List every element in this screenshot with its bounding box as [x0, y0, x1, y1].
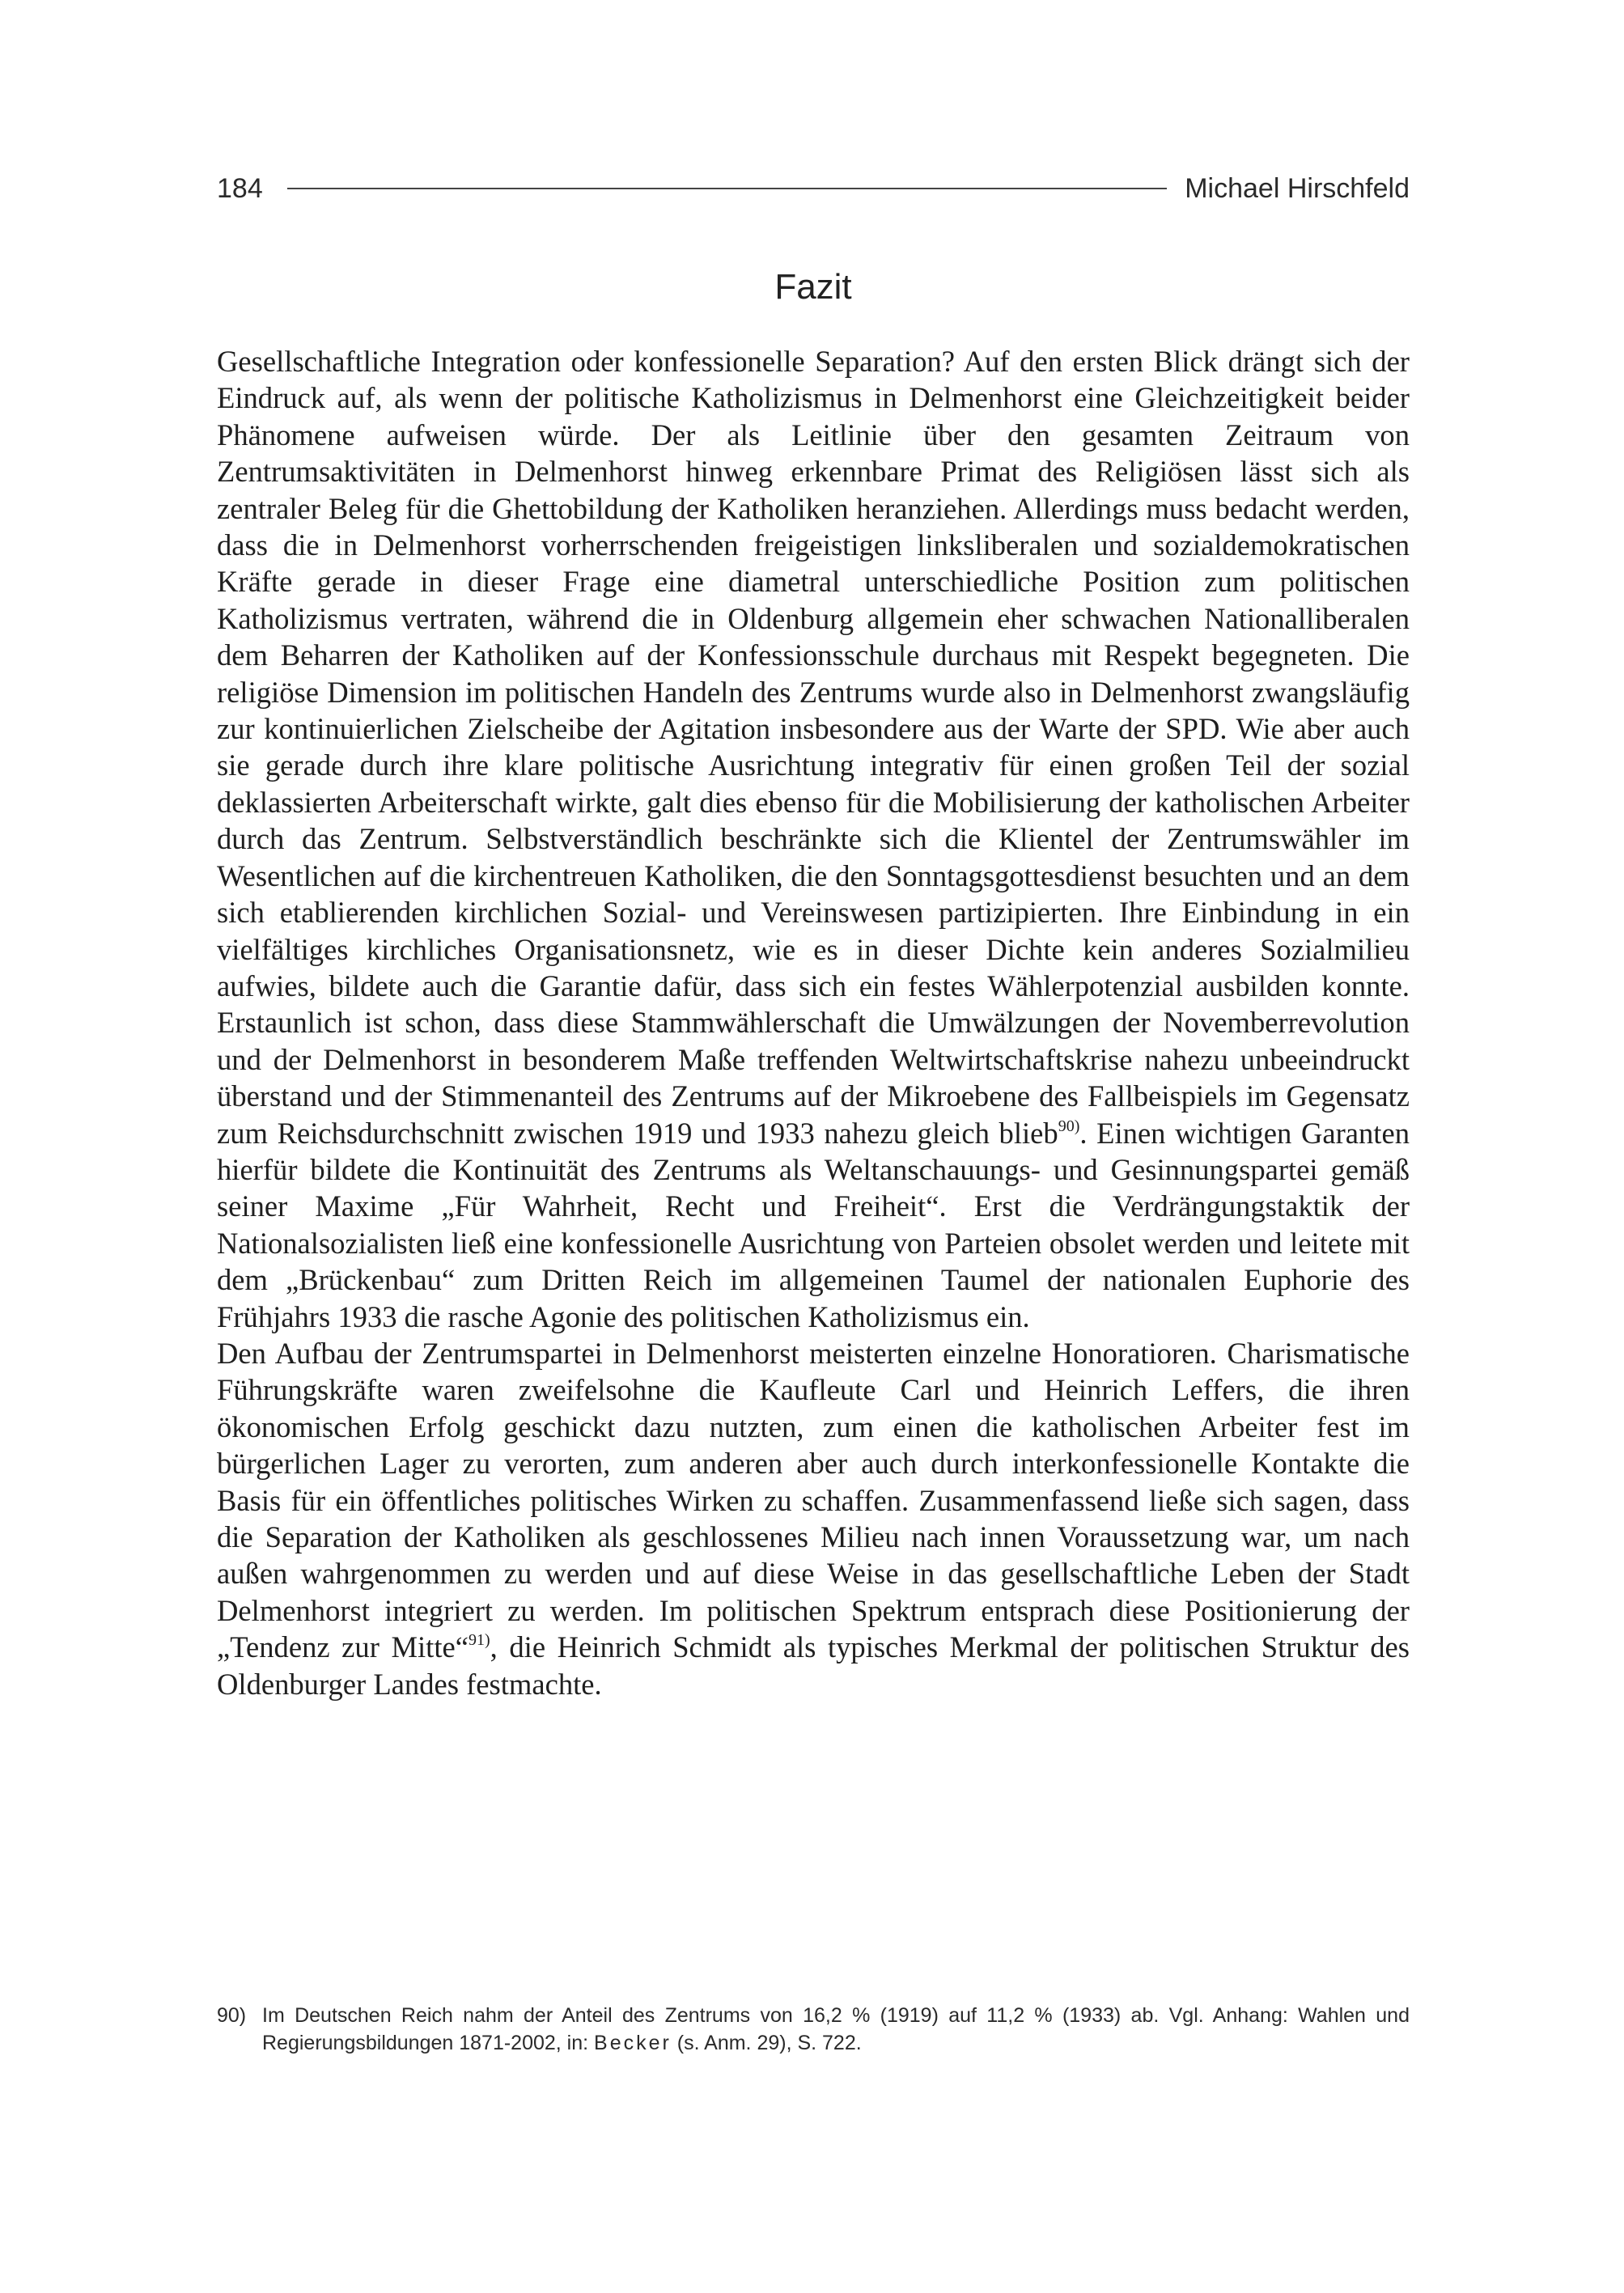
footnote-text-b: (s. Anm. 29), S. 722. — [671, 2032, 862, 2054]
header-rule — [287, 188, 1168, 189]
running-head-author: Michael Hirschfeld — [1185, 172, 1410, 204]
footnotes — [217, 2002, 1410, 2057]
footnote-author: Becker — [594, 2032, 672, 2054]
footnote-text — [262, 2002, 1410, 2057]
footnote-ref-90: 90) — [1058, 1117, 1080, 1135]
running-header — [217, 168, 1410, 209]
page-number: 184 — [217, 172, 263, 204]
paragraph-2 — [217, 1335, 1410, 1702]
footnote-90 — [217, 2002, 1410, 2057]
section-title: Fazit — [774, 267, 852, 307]
paragraph-1-text-b: . Einen wichtigen Garanten hierfür bildete die Kontinuität des Zentrums als Weltanschauungs- und Gesinnungspartei gemäß seiner Maxime „Für Wahrheit, Recht und Freiheit“. Erst die Verdrängungstaktik der Nationalsozialisten ließ eine konfessionelle Ausrichtung von Parteien obsolet werden und leitete mit dem „Brückenbau“ zum Dritten Reich im allgemeinen Taumel der nationalen Euphorie des Frühjahrs 1933 die rasche Agonie des politischen Katholizismus ein. — [217, 1116, 1410, 1333]
footnote-text-a: Im Deutschen Reich nahm der Anteil des Zentrums von 16,2 % (1919) auf 11,2 % (1933) ab. Vgl. Anhang: Wahlen und Regierungsbildungen 1871-2002, in: — [262, 2004, 1410, 2054]
paragraph-1 — [217, 343, 1410, 1335]
paragraph-1-text-a: Gesellschaftliche Integration oder konfessionelle Separation? Auf den ersten Blick drängt sich der Eindruck auf, als wenn der politische Katholizismus in Delmenhorst eine Gleichzeitigkeit beider Phänomene aufweisen würde. Der als Leitlinie über den gesamten Zeitraum von Zentrumsaktivitäten in Delmenhorst hinweg erkennbare Primat des Religiösen lässt sich als zentraler Beleg für die Ghettobildung der Katholiken heranziehen. Allerdings muss bedacht werden, dass die in Delmenhorst vorherrschenden freigeistigen linksliberalen und sozialdemokratischen Kräfte gerade in dieser Frage eine diametral unterschiedliche Position zum politischen Katholizismus vertraten, während die in Oldenburg allgemein eher schwachen Nationalliberalen dem Beharren der Katholiken auf der Konfessionsschule durchaus mit Respekt begegneten. Die religiöse Dimension im politischen Handeln des Zentrums wurde also in Delmenhorst zwangsläufig zur kontinuierlichen Zielscheibe der Agitation insbesondere aus der Warte der SPD. Wie aber auch sie gerade durch ihre klare politische Ausrichtung integrativ für einen großen Teil der sozial deklassierten Arbeiterschaft wirkte, galt dies ebenso für die Mobilisierung der katholischen Arbeiter durch das Zentrum. Selbstverständlich beschränkte sich die Klientel der Zentrumswähler im Wesentlichen auf die kirchentreuen Katholiken, die den Sonntagsgottesdienst besuchten und an dem sich etablierenden kirchlichen Sozial- und Vereinswesen partizipierten. Ihre Einbindung in ein vielfältiges kirchliches Organisationsnetz, wie es in dieser Dichte kein anderes Sozialmilieu aufwies, bildete auch die Garantie dafür, dass sich ein festes Wählerpotenzial ausbilden konnte. Erstaunlich ist schon, dass diese Stammwählerschaft die Umwälzungen der Novemberrevolution und der Delmenhorst in besonderem Maße treffenden Weltwirtschaftskrise nahezu unbeeindruckt überstand und der Stimmenanteil des Zentrums auf der Mikroebene des Fallbeispiels im Gegensatz zum Reichsdurchschnitt zwischen 1919 und 1933 nahezu gleich blieb — [217, 345, 1410, 1150]
paragraph-2-text-b: , die Heinrich Schmidt als typisches Merkmal der politischen Struktur des Oldenburger Landes festmachte. — [217, 1630, 1410, 1701]
paragraph-2-text-a: Den Aufbau der Zentrumspartei in Delmenhorst meisterten einzelne Honoratioren. Charismatische Führungskräfte waren zweifelsohne die Kaufleute Carl und Heinrich Leffers, die ihren ökonomischen Erfolg geschickt dazu nutzten, zum einen die katholischen Arbeiter fest im bürgerlichen Lager zu verorten, zum anderen aber auch durch interkonfessionelle Kontakte die Basis für ein öffentliches politisches Wirken zu schaffen. Zusammenfassend ließe sich sagen, dass die Separation der Katholiken als geschlossenes Milieu nach innen Voraussetzung war, um nach außen wahrgenommen zu werden und auf diese Weise in das gesellschaftliche Leben der Stadt Delmenhorst integriert zu werden. Im politischen Spektrum entsprach diese Positionierung der „Tendenz zur Mitte“ — [217, 1336, 1410, 1664]
footnote-number: 90) — [217, 2004, 247, 2027]
footnote-ref-91: 91) — [468, 1631, 490, 1650]
body-text — [217, 343, 1410, 1702]
